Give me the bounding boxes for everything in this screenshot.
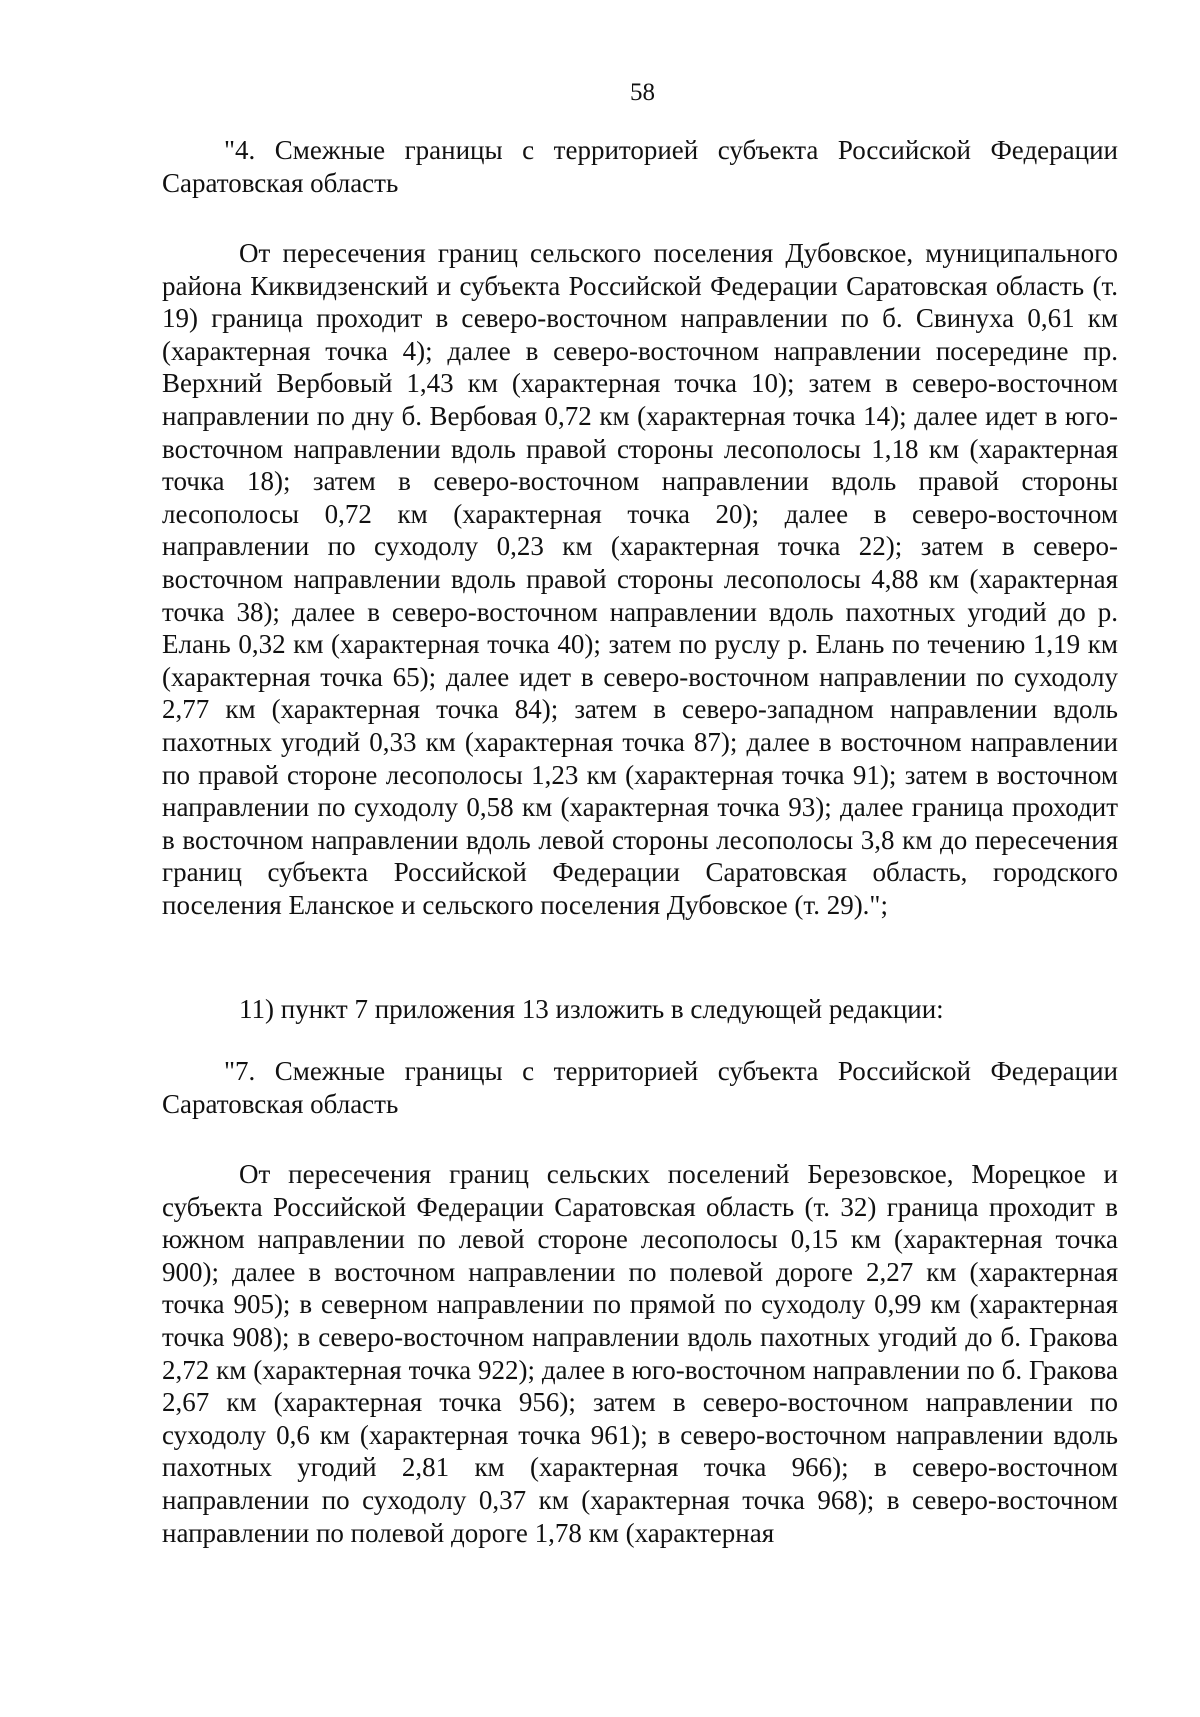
section-4-heading xyxy=(162,134,1118,199)
amendment-item-11 xyxy=(162,993,1118,1026)
section-4-heading-line2: Саратовская область xyxy=(162,167,399,198)
section-7-paragraph: От пересечения границ сельских поселений Березовское, Морецкое и субъекта Российской Федерации Саратовская область (т. 32) граница проходит в южном направлении по левой стороне лесополосы 0,15 км (характерная точка 900); далее в восточном направлении по полевой дороге 2,27 км (характерная точка 905); в северном направлении по прямой по суходолу 0,99 км (характерная точка 908); в северо-восточном направлении вдоль пахотных угодий до б. Гракова 2,72 км (характерная точка 922); далее в юго-восточном направлении по б. Гракова 2,67 км (характерная точка 956); затем в северо-восточном направлении по суходолу 0,6 км (характерная точка 961); в северо-восточном направлении вдоль пахотных угодий 2,81 км (характерная точка 966); в северо-восточном направлении по суходолу 0,37 км (характерная точка 968); в северо-восточном направлении по полевой дороге 1,78 км (характерная xyxy=(162,1159,1118,1548)
section-4-paragraph: От пересечения границ сельского поселения Дубовское, муниципального района Киквидзенский и субъекта Российской Федерации Саратовская область (т. 19) граница проходит в северо-восточном направлении по б. Свинуха 0,61 км (характерная точка 4); далее в северо-восточном направлении посередине пр. Верхний Вербовый 1,43 км (характерная точка 10); затем в северо-восточном направлении по дну б. Вербовая 0,72 км (характерная точка 14); далее идет в юго-восточном направлении вдоль правой стороны лесополосы 1,18 км (характерная точка 18); затем в северо-восточном направлении вдоль правой стороны лесополосы 0,72 км (характерная точка 20); далее в северо-восточном направлении по суходолу 0,23 км (характерная точка 22); затем в северо-восточном направлении вдоль правой стороны лесополосы 4,88 км (характерная точка 38); далее в северо-восточном направлении вдоль пахотных угодий до р. Елань 0,32 км (характерная точка 40); затем по руслу р. Елань по течению 1,19 км (характерная точка 65); далее идет в северо-восточном направлении по суходолу 2,77 км (характерная точка 84); затем в северо-западном направлении вдоль пахотных угодий 0,33 км (характерная точка 87); далее в восточном направлении по правой стороне лесополосы 1,23 км (характерная точка 91); затем в восточном направлении по суходолу 0,58 км (характерная точка 93); далее граница проходит в восточном направлении вдоль левой стороны лесополосы 3,8 км до пересечения границ субъекта Российской Федерации Саратовская область, городского поселения Еланское и сельского поселения Дубовское (т. 29)."; xyxy=(162,238,1118,920)
section-7-heading xyxy=(162,1055,1118,1120)
page-number: 58 xyxy=(630,79,655,106)
section-4-heading-line1: "4. Смежные границы с территорией субъекта Российской Федерации xyxy=(224,135,1118,165)
section-7-body xyxy=(162,1158,1118,1549)
section-4-body xyxy=(162,237,1118,921)
amendment-item-11-text: 11) пункт 7 приложения 13 изложить в следующей редакции: xyxy=(239,994,944,1024)
section-7-heading-line1: "7. Смежные границы с территорией субъекта Российской Федерации xyxy=(224,1056,1118,1086)
section-7-heading-line2: Саратовская область xyxy=(162,1088,399,1119)
